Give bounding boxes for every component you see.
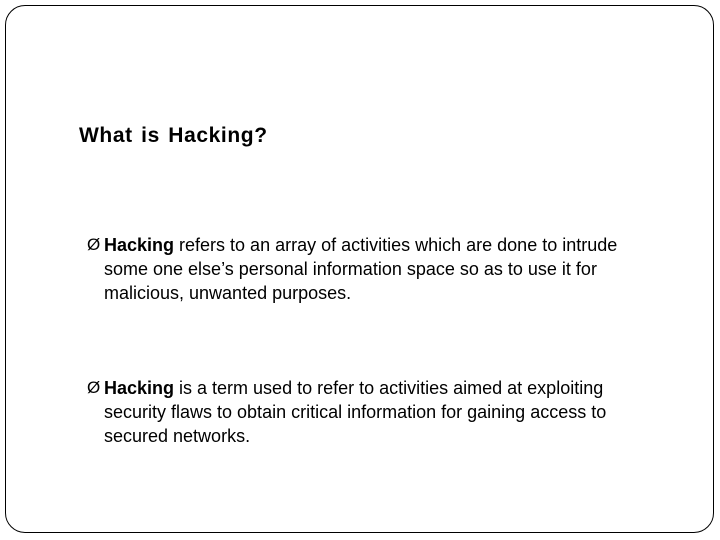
bullet-term: Hacking: [104, 378, 175, 398]
bullet-text: [104, 233, 647, 305]
bullet-body: is a term used to refer to activities aimed at exploiting security flaws to obtain critical information for gaining access to secured networks.: [104, 378, 607, 446]
bullet-text: [104, 376, 647, 448]
bullet-item: [87, 376, 647, 448]
slide-title: What is Hacking?: [79, 124, 268, 147]
bullet-term: Hacking: [104, 235, 175, 255]
bullet-body: refers to an array of activities which are done to intrude some one else’s personal information space so as to use it for malicious, unwanted purposes.: [104, 235, 618, 303]
arrow-bullet-icon: Ø: [87, 235, 101, 254]
arrow-bullet-icon: Ø: [87, 378, 101, 397]
bullet-item: [87, 233, 647, 305]
